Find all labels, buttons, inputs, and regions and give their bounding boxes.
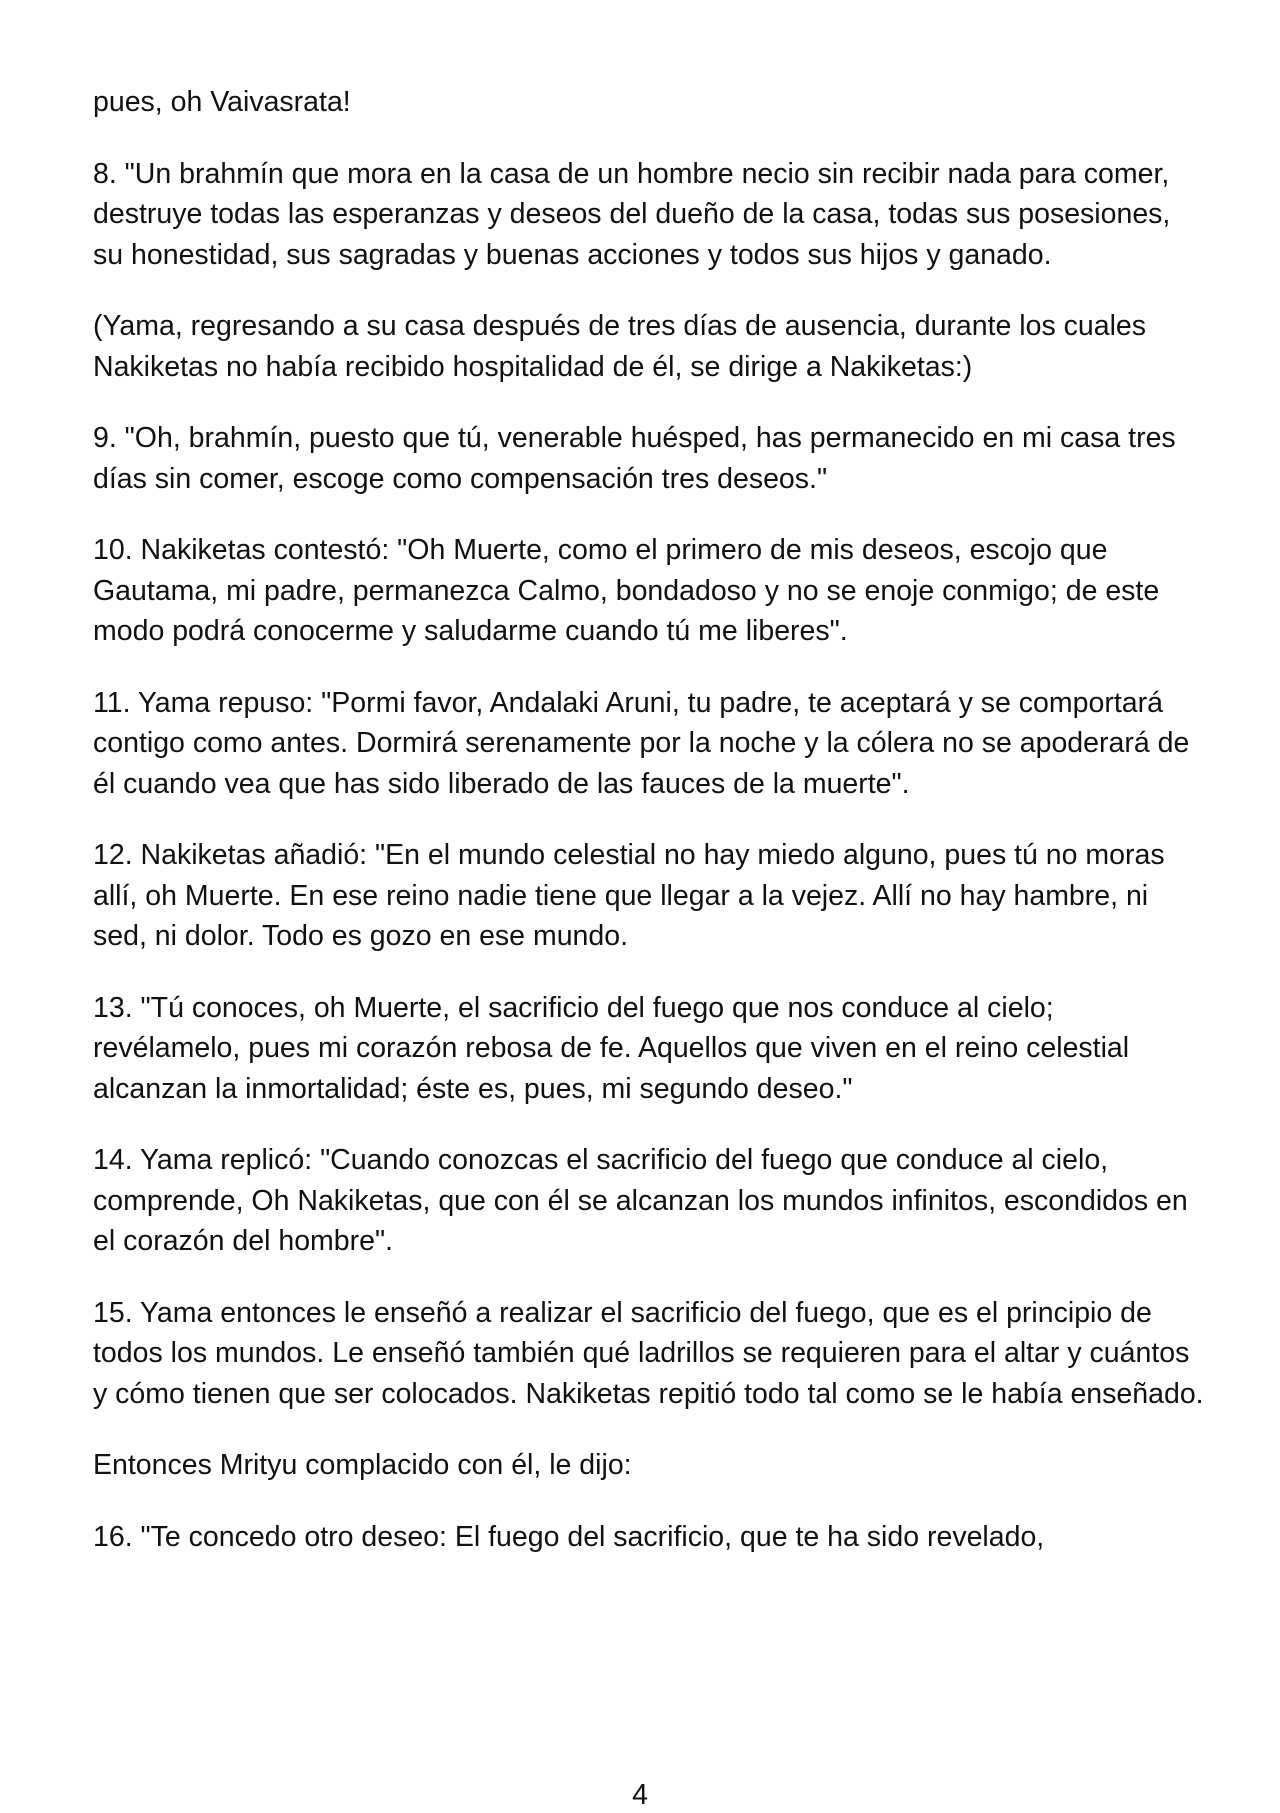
paragraph-verse-14: 14. Yama replicó: "Cuando conozcas el sacrificio del fuego que conduce al cielo, comprende, Oh Nakiketas, que con él se alcanzan los mundos infinitos, escondidos en el corazón del hombre". xyxy=(93,1144,1188,1257)
body-text xyxy=(93,82,1205,1588)
paragraph-verse-8: 8. "Un brahmín que mora en la casa de un hombre necio sin recibir nada para comer, destruye todas las esperanzas y deseos del dueño de la casa, todas sus posesiones, su honestidad, sus sagradas y buenas acciones y todos sus hijos y ganado. xyxy=(93,157,1171,271)
paragraph-mrityu-intro: Entonces Mrityu complacido con él, le dijo: xyxy=(93,1449,632,1481)
paragraph-verse-16: 16. "Te concedo otro deseo: El fuego del sacrificio, que te ha sido revelado, xyxy=(93,1520,1045,1553)
paragraph-verse-13: 13. "Tú conoces, oh Muerte, el sacrificio del fuego que nos conduce al cielo; revélamelo, pues mi corazón rebosa de fe. Aquellos que viven en el reino celestial alcanzan la inmortalidad; éste es, pues, mi segundo deseo." xyxy=(93,991,1130,1105)
paragraph-verse-15: 15. Yama entonces le enseñó a realizar el sacrificio del fuego, que es el principio de todos los mundos. Le enseñó también qué ladrillos se requieren para el altar y cuántos y cómo tienen que ser colocados. Nakiketas repitió todo tal como se le había enseñado. xyxy=(93,1296,1204,1410)
paragraph-narration: (Yama, regresando a su casa después de tres días de ausencia, durante los cuales Nakiketas no había recibido hospitalidad de él, se dirige a Nakiketas:) xyxy=(93,310,1147,383)
page-number: 4 xyxy=(632,1779,648,1811)
paragraph-verse-10: 10. Nakiketas contestó: "Oh Muerte, como el primero de mis deseos, escojo que Gautama, mi padre, permanezca Calmo, bondadoso y no se enoje conmigo; de este modo podrá conocerme y saludarme cuando tú me liberes". xyxy=(93,534,1160,647)
paragraph-verse-12: 12. Nakiketas añadió: "En el mundo celestial no hay miedo alguno, pues tú no moras allí, oh Muerte. En ese reino nadie tiene que llegar a la vejez. Allí no hay hambre, ni sed, ni dolor. Todo es gozo en ese mundo. xyxy=(93,839,1165,952)
paragraph-verse-9: 9. "Oh, brahmín, puesto que tú, venerable huésped, has permanecido en mi casa tres días sin comer, escoge como compensación tres deseos." xyxy=(93,422,1176,495)
paragraph-continuation: pues, oh Vaivasrata! xyxy=(93,86,351,118)
paragraph-verse-11: 11. Yama repuso: "Pormi favor, Andalaki Aruni, tu padre, te aceptará y se comportará contigo como antes. Dormirá serenamente por la noche y la cólera no se apoderará de él cuando vea que has sido liberado de las fauces de la muerte". xyxy=(93,686,1190,800)
